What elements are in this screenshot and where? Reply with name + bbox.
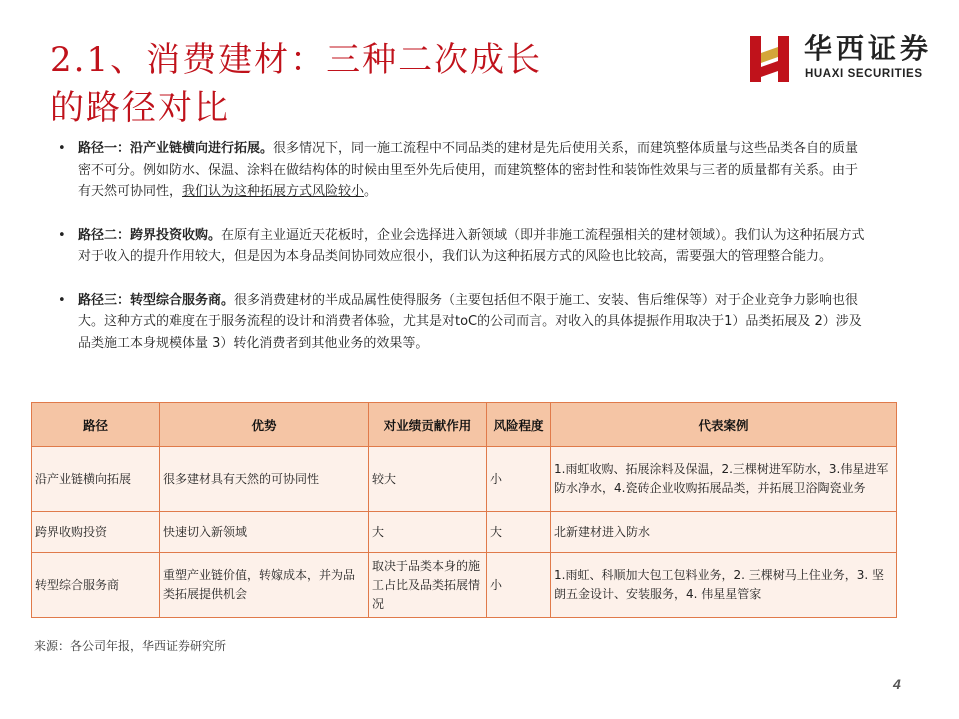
page-number: 4 [893, 676, 901, 692]
bullet-heading: 路径一：沿产业链横向进行拓展。 [78, 141, 274, 156]
company-logo [746, 33, 946, 85]
bullet-dot-icon: • [58, 141, 66, 156]
bullet-dot-icon: • [58, 227, 66, 243]
header-risk: 风险程度 [487, 403, 551, 447]
cell-contribution: 取决于品类本身的施工占比及品类拓展情况 [369, 553, 487, 618]
bullet-body: 很多消费建材的半成品属性使得服务（主要包括但不限于施工、安装、售后维保等）对于企业竞争力影响也很大。这种方式的难度在于服务流程的设计和消费者体验，尤其是对toC的公司而言。对收入的具体提振作用取决于1）品类拓展及 2）涉及品类施工本身规模体量 3）转化消费者到其他业务的效果等。 [78, 292, 862, 351]
table-header-row [32, 403, 897, 447]
cell-risk: 小 [487, 447, 551, 512]
bullet-dot-icon: • [58, 292, 66, 308]
cell-cases: 1.雨虹、科顺加大包工包料业务，2. 三棵树马上住业务，3. 坚朗五金设计、安装服务，4. 伟星星管家 [551, 553, 897, 618]
bullet-item [58, 225, 868, 268]
bullet-list [58, 138, 868, 376]
bullet-body: 很多情况下，同一施工流程中不同品类的建材是先后使用关系，而建筑整体质量与这些品类各自的质量密不可分。例如防水、保温、涂料在做结构体的时候由里至外先后使用，而建筑整体的密封性和装饰性效果与三者的质量都有关系。由于有天然可协同性， [78, 141, 859, 199]
cell-path: 沿产业链横向拓展 [32, 447, 160, 512]
cell-risk: 大 [487, 512, 551, 553]
bullet-heading: 路径三：转型综合服务商。 [78, 292, 235, 308]
cell-advantage: 很多建材具有天然的可协同性 [160, 447, 369, 512]
logo-chinese-name: 华西证券 [804, 32, 933, 65]
cell-cases: 北新建材进入防水 [551, 512, 897, 553]
bullet-body: 在原有主业逼近天花板时，企业会选择进入新领域（即并非施工流程强相关的建材领域）。我们认为这种拓展方式对于收入的提升作用较大，但是因为本身品类间协同效应很小，我们认为这种拓展方式的风险也比较高，需要强大的管理整合能力。 [78, 227, 865, 264]
cell-path: 转型综合服务商 [32, 553, 160, 618]
bullet-heading: 路径二：跨界投资收购。 [78, 227, 222, 243]
cell-contribution: 较大 [369, 447, 487, 512]
cell-contribution: 大 [369, 512, 487, 553]
title-line-2: 的路径对比 [50, 88, 230, 128]
cell-cases: 1.雨虹收购、拓展涂料及保温，2.三棵树进军防水，3.伟星进军防水净水，4.瓷砖企业收购拓展品类，并拓展卫浴陶瓷业务 [551, 447, 897, 512]
bullet-underlined-text: 我们认为这种拓展方式风险较小 [182, 184, 365, 199]
header-advantage: 优势 [160, 403, 369, 447]
table-row [32, 447, 897, 512]
cell-advantage: 快速切入新领域 [160, 512, 369, 553]
header-cases: 代表案例 [551, 403, 897, 447]
source-note: 来源：各公司年报，华西证券研究所 [34, 639, 227, 653]
comparison-table [31, 402, 897, 618]
cell-risk: 小 [487, 553, 551, 618]
cell-path: 跨界收购投资 [32, 512, 160, 553]
huaxi-logo-mark-icon [746, 33, 794, 85]
cell-advantage: 重塑产业链价值，转嫁成本，并为品类拓展提供机会 [160, 553, 369, 618]
header-path: 路径 [32, 403, 160, 447]
table-row [32, 512, 897, 553]
bullet-item [58, 290, 868, 355]
bullet-item [58, 138, 868, 203]
table-row [32, 553, 897, 618]
header-contribution: 对业绩贡献作用 [369, 403, 487, 447]
page-title [50, 36, 542, 132]
logo-english-name: HUAXI SECURITIES [805, 68, 923, 80]
bullet-tail: 。 [364, 184, 378, 199]
title-line-1: 2.1、消费建材：三种二次成长 [50, 40, 543, 80]
